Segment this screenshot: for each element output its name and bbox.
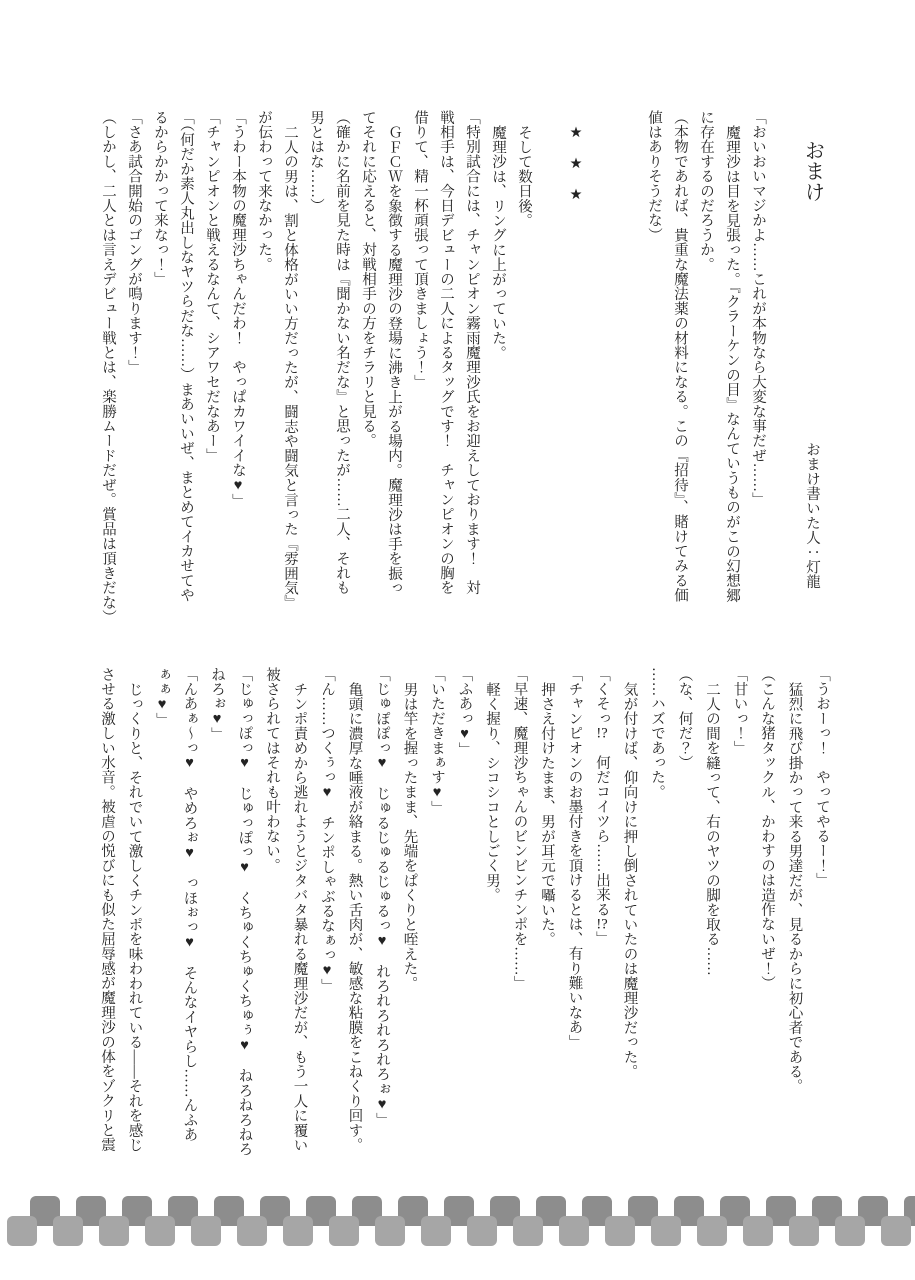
symbol-glyph: ♥ [181,844,198,862]
column-spacer [537,110,563,628]
text-column: 「甘いっ！」 [731,667,748,756]
symbol-glyph: ♥ [236,755,253,772]
checker-square [513,1216,543,1246]
text-column: （こんな猪タックル、かわすのは造作ないぜ！） [759,667,775,991]
checker-square [651,1216,681,1246]
checker-square [835,1216,865,1246]
text-column: が伝わって来なかった。 [256,110,272,272]
text-column: 値はありそうだな） [646,110,662,243]
checker-square [697,1216,727,1246]
text-column: ぁぁ♥」 [154,667,170,728]
text-column: 「くそっ!? 何だコイツら……出来る!?」 [594,667,610,946]
checker-square [605,1216,635,1246]
symbol-glyph: ♥ [374,933,390,950]
text-column: させる激しい水音。被虐の悦びにも似た屈辱感が魔理沙の体をゾクリと震 [99,667,115,1153]
checker-square [145,1216,175,1246]
checker-square [283,1216,313,1246]
tate-chu-yoko: !? [596,916,608,932]
symbol-glyph: ♥ [374,755,390,772]
column-spacer [589,110,615,628]
symbol-glyph: ♥ [230,477,246,494]
author-credit: おまけ書いた人：灯龍 [804,442,820,590]
checker-square [329,1216,359,1246]
symbol-glyph: ♥ [456,725,473,743]
text-column: 男とはな……） [308,110,324,213]
text-column: 「ふあっ♥」 [456,667,473,757]
tate-chu-yoko: !? [596,725,608,741]
text-column: 「いただきまぁす♥」 [429,667,445,816]
symbol-glyph: ★ [568,124,584,141]
text-column: ねろぉ♥」 [209,667,225,743]
checker-square [743,1216,773,1246]
section-separator-stars [563,110,589,628]
symbol-glyph: ♥ [181,755,198,772]
text-column: 「チャンピオンと戦えるなんて、シアワセだなあー」 [204,110,220,463]
text-column: るからかかって来なっ！」 [152,110,168,287]
column-spacer [771,110,797,628]
text-column: そして数日後。 [516,124,532,228]
text-column: 魔理沙は目を見張った。『クラーケンの目』なんていうものがこの幻想郷 [724,124,740,603]
checker-square [789,1216,819,1246]
text-column: 二人の男は、割と体格がいい方だったが、闘志や闘気と言った『雰囲気』 [282,124,298,610]
title-column [797,110,827,628]
text-column: 気が付けば、仰向けに押し倒されていたのは魔理沙だった。 [621,681,638,1079]
symbol-glyph: ♥ [236,859,253,876]
text-column: じっくりと、それでいて激しくチンポを味わわれている――それを感じ [126,681,143,1152]
text-column: 「じゅぽぽっ♥ じゅるじゅるじゅるっ♥ れろれろれろれろぉ♥」 [374,667,390,1128]
text-column: 戦相手は、今日デビューの二人によるタッグです！ チャンピオンの胸を [438,110,454,596]
text-column: （確かに名前を見た時は『聞かない名だな』と思ったが……二人、それも [334,110,350,596]
text-column: に存在するのだろうか。 [698,110,714,272]
text-column: 男は竿を握ったまま、先端をぱくりと咥えた。 [401,681,418,991]
text-column: （本物であれば、貴重な魔法薬の材料になる。この『招待』、賭けてみる価 [672,110,688,603]
text-column: 「じゅっぽっ♥ じゅっぽっ♥ くちゅくちゅくちゅぅ♥ ねろねろねろ [236,667,253,1157]
text-column: 「特別試合には、チャンピオン霧雨魔理沙氏をお迎えしております！ 対 [464,110,480,596]
text-column: 「早速、魔理沙ちゃんのビンビンチンポを……」 [511,667,528,991]
text-column: ＧＦＣＷを象徴する魔理沙の登場に沸き上がる場内。魔理沙は手を振っ [386,124,402,595]
symbol-glyph: ♥ [429,784,445,801]
text-column: （しかし、二人とは言えデビュー戦とは、楽勝ムードだぜ。賞品は頂きだな） [100,110,116,625]
text-column: （な、何だ？） [676,667,693,770]
checker-square [881,1216,911,1246]
column-spacer [615,110,641,628]
text-column: 亀頭に濃厚な唾液が絡まる。熱い舌肉が、敏感な粘膜をこねくり回す。 [346,681,363,1152]
symbol-glyph: ♥ [319,784,335,801]
checker-square [7,1216,37,1246]
checker-square [421,1216,451,1246]
symbol-glyph: ♥ [236,1037,253,1054]
checker-square [559,1216,589,1246]
symbol-glyph: ♥ [209,711,225,728]
text-column: 「うわー本物の魔理沙ちゃんだわ！ やっぱカワイイな♥」 [230,110,246,509]
symbol-glyph: ★ [568,155,584,172]
text-column: 魔理沙は、リングに上がっていた。 [490,124,506,360]
checker-square [99,1216,129,1246]
symbol-glyph: ★ [568,186,584,203]
story-top-section [95,110,827,628]
symbol-glyph: ♥ [319,962,335,979]
story-bottom-section [93,667,836,1173]
checker-square [237,1216,267,1246]
checker-square [467,1216,497,1246]
symbol-glyph: ♥ [154,696,170,713]
symbol-glyph: ♥ [374,1096,390,1113]
text-column: 「さあ試合開始のゴングが鳴ります！」 [126,110,142,375]
page-title: おまけ [801,140,823,203]
text-column: 二人の間を縫って、右のヤツの脚を取る…… [704,681,720,976]
text-column: 「ん……つくぅっ♥ チンポしゃぶるなぁっ♥」 [319,667,335,994]
checker-square [375,1216,405,1246]
text-column: 「チャンピオンのお墨付きを頂けるとは、有り難いなあ」 [566,667,583,1050]
text-column: 「（何だか素人丸出しなヤツらだな……）まあいいぜ、まとめてイカせてや [178,110,194,603]
text-column: 「おいおいマジかよ……これが本物なら大変な事だぜ……」 [750,110,766,507]
text-column: チンポ責めから逃れようとジタバタ暴れる魔理沙だが、もう一人に覆い [291,681,308,1152]
checker-square [53,1216,83,1246]
symbol-glyph: ♥ [181,934,198,951]
checker-square [191,1216,221,1246]
text-column: 猛烈に飛び掛かって来る男達だが、見るからに初心者である。 [786,681,803,1094]
text-column: ……ハズであった。 [649,667,665,800]
text-column: 「んあぁ～っ♥ やめろぉ♥ っほぉっ♥ そんなイヤらし……んふあ [181,667,198,1142]
text-column: 押さえ付けたまま、男が耳元で囁いた。 [539,681,555,947]
decorative-checker-border [0,1194,915,1250]
text-column: 「うおーっ！ やってやるー！」 [814,667,830,888]
text-column: 被さられてはそれも叶わない。 [264,667,280,873]
text-column: てそれに応えると、対戦相手の方をチラリと見る。 [360,110,376,449]
text-column: 借りて、精一杯頑張って頂きましょう！」 [412,110,428,390]
text-column: 軽く握り、シコシコとしごく男。 [484,681,500,902]
